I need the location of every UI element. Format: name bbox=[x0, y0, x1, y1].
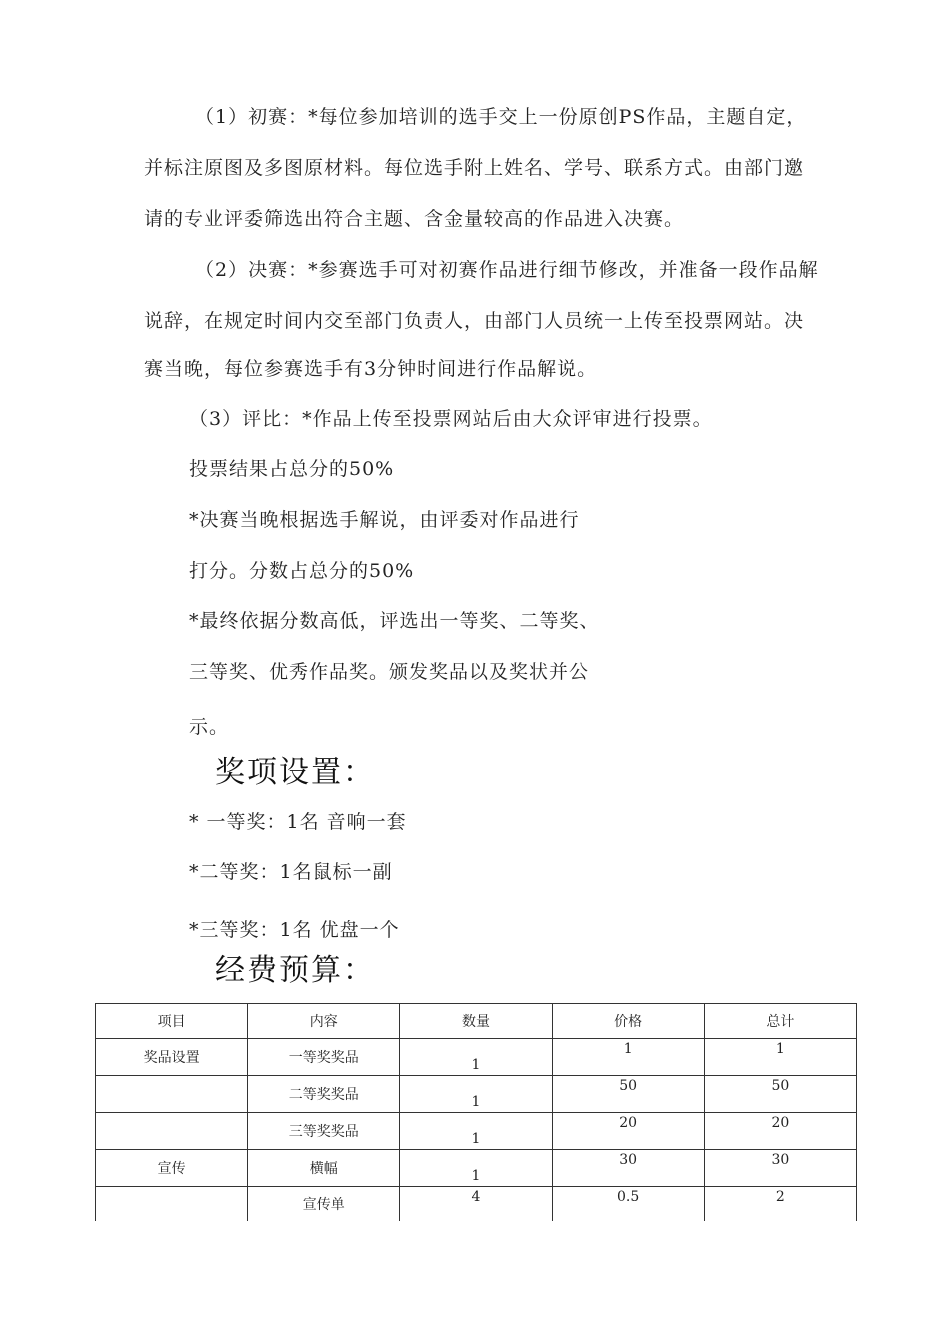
awards-heading: 奖项设置： bbox=[215, 755, 375, 790]
budget-table bbox=[95, 1003, 857, 1221]
table-row bbox=[96, 1150, 857, 1187]
paragraph-judging-line-2: 投票结果占总分的50% bbox=[189, 458, 395, 480]
table-cell: 0.5 bbox=[552, 1187, 704, 1222]
table-cell: 宣传单 bbox=[248, 1187, 400, 1222]
column-header-price: 价格 bbox=[552, 1004, 704, 1039]
table-header-row bbox=[96, 1004, 857, 1039]
paragraph-final-line-2: 说辞，在规定时间内交至部门负责人，由部门人员统一上传至投票网站。决 bbox=[144, 310, 805, 332]
table-cell: 30 bbox=[552, 1150, 704, 1187]
paragraph-judging-line-3: *决赛当晚根据选手解说，由评委对作品进行 bbox=[189, 509, 580, 531]
paragraph-final-line-3: 赛当晚，每位参赛选手有3分钟时间进行作品解说。 bbox=[144, 358, 598, 380]
table-cell bbox=[96, 1187, 248, 1222]
budget-heading: 经费预算： bbox=[215, 953, 375, 988]
table-row bbox=[96, 1187, 857, 1222]
paragraph-judging-line-7: 示。 bbox=[189, 716, 230, 738]
paragraph-judging-line-1: （3）评比：*作品上传至投票网站后由大众评审进行投票。 bbox=[189, 408, 713, 430]
award-item-third: *三等奖：1名 优盘一个 bbox=[189, 919, 400, 941]
paragraph-judging-line-5: *最终依据分数高低，评选出一等奖、二等奖、 bbox=[189, 610, 600, 632]
table-cell: 横幅 bbox=[248, 1150, 400, 1187]
table-cell: 4 bbox=[400, 1187, 552, 1222]
table-cell: 20 bbox=[704, 1113, 856, 1150]
table-cell: 2 bbox=[704, 1187, 856, 1222]
award-item-second: *二等奖：1名鼠标一副 bbox=[189, 861, 393, 883]
table-cell: 宣传 bbox=[96, 1150, 248, 1187]
column-header-item: 项目 bbox=[96, 1004, 248, 1039]
table-cell: 50 bbox=[552, 1076, 704, 1113]
table-cell: 1 bbox=[400, 1039, 552, 1076]
table-cell: 一等奖奖品 bbox=[248, 1039, 400, 1076]
paragraph-judging-line-6: 三等奖、优秀作品奖。颁发奖品以及奖状并公 bbox=[189, 661, 590, 683]
paragraph-judging-line-4: 打分。分数占总分的50% bbox=[189, 560, 415, 582]
paragraph-preliminary-line-2: 并标注原图及多图原材料。每位选手附上姓名、学号、联系方式。由部门邀 bbox=[144, 157, 805, 179]
table-cell: 三等奖奖品 bbox=[248, 1113, 400, 1150]
table-cell bbox=[96, 1113, 248, 1150]
column-header-content: 内容 bbox=[248, 1004, 400, 1039]
paragraph-preliminary-line-3: 请的专业评委筛选出符合主题、含金量较高的作品进入决赛。 bbox=[144, 208, 685, 230]
table-row bbox=[96, 1113, 857, 1150]
table-cell: 二等奖奖品 bbox=[248, 1076, 400, 1113]
column-header-quantity: 数量 bbox=[400, 1004, 552, 1039]
table-cell: 1 bbox=[552, 1039, 704, 1076]
table-cell: 30 bbox=[704, 1150, 856, 1187]
table-cell: 20 bbox=[552, 1113, 704, 1150]
paragraph-preliminary-line-1: （1）初赛：*每位参加培训的选手交上一份原创PS作品，主题自定， bbox=[195, 106, 807, 128]
table-cell: 1 bbox=[400, 1150, 552, 1187]
table-row bbox=[96, 1076, 857, 1113]
table-cell: 1 bbox=[704, 1039, 856, 1076]
table-cell: 奖品设置 bbox=[96, 1039, 248, 1076]
paragraph-final-line-1: （2）决赛：*参赛选手可对初赛作品进行细节修改，并准备一段作品解 bbox=[195, 259, 819, 281]
table-cell: 1 bbox=[400, 1113, 552, 1150]
column-header-total: 总计 bbox=[704, 1004, 856, 1039]
table-cell bbox=[96, 1076, 248, 1113]
table-cell: 50 bbox=[704, 1076, 856, 1113]
award-item-first: * 一等奖：1名 音响一套 bbox=[189, 811, 407, 833]
table-cell: 1 bbox=[400, 1076, 552, 1113]
table-row bbox=[96, 1039, 857, 1076]
